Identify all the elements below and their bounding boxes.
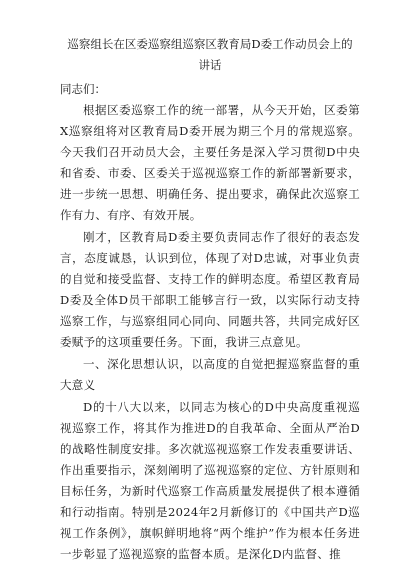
paragraph-1: 根据区委巡察工作的统一部署，从今天开始，区委第X巡察组将对区教育局D委开展为期三个月的常规巡察。今天我们召开动员大会，主要任务是深入学习贯彻D中央和省委、市委、区委关于巡视巡察工作的新部署新要求，进一步统一思想、明确任务、提出要求，确保此次巡察工作有力、有序、有效开展。 [60,103,360,222]
salutation: 同志们： [60,82,106,96]
paragraph-2: 刚才，区教育局D委主要负责同志作了很好的表态发言，态度诚恳，认识到位，体现了对D忠诚，对事业负责的自觉和接受监督、支持工作的鲜明态度。希望区教育局D委及全体D员干部职工能够言行一致，以实际行动支持巡察工作，与巡察组同心同向、同题共答，共同完成好区委赋予的这项重要任务。下面，我讲三点意见。 [60,230,360,349]
paragraph-3: D的十八大以来，以同志为核心的D中央高度重视巡视巡察工作，将其作为推进D的自我革命、全面从严治D的战略性制度安排。多次就巡视巡察工作发表重要讲话、作出重要指示，深刻阐明了巡视巡察的定位、方针原则和目标任务，为新时代巡察工作高质量发展提供了根本遵循和行动指南。特别是2024年2月新修订的《中国共产D巡视工作条例》，旗帜鲜明地将“两个维护”作为根本任务进一步彰显了巡视巡察的监督本质。是深化D内监督、推 [60,400,360,561]
document-title: 巡察组长在区委巡察组巡察区教育局D委工作动员会上的讲话 [67,37,353,72]
section-heading-1: 一、深化思想认识，以高度的自觉把握巡察监督的重大意义 [60,357,360,392]
